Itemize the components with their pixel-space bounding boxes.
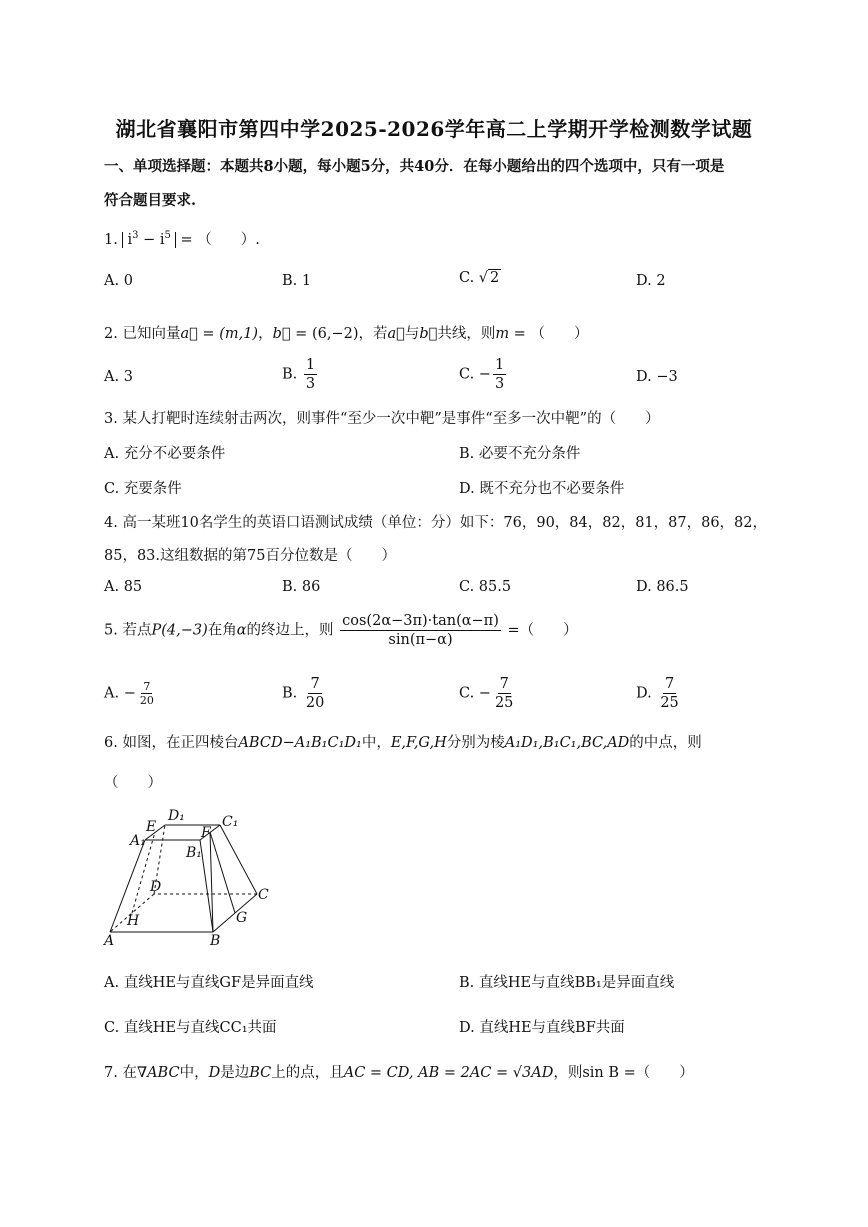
q5-option-c-label: C. [459, 685, 475, 702]
side-bc: BC [249, 1065, 272, 1081]
q6-option-a[interactable]: A. 直线HE与直线GF是异面直线 [104, 975, 314, 991]
question-7-text-b: 中， [179, 1065, 209, 1081]
vector-a-ref: a⃗ [387, 326, 405, 342]
q1-option-c-sqrt: √ 2 [478, 270, 500, 286]
vector-b-value: (6,−2) [311, 326, 359, 342]
numerator: 1 [494, 357, 505, 373]
question-1-expression: $i^3 - i^5$ [122, 232, 175, 248]
q2-option-c-fraction [493, 356, 506, 393]
question-2-text-c: ，若 [358, 326, 388, 342]
label-d1: D₁ [168, 808, 185, 824]
q5-option-a-label: A. [104, 685, 120, 702]
q5-option-d-label: D. [636, 685, 652, 702]
q5-option-b-label: B. [282, 685, 298, 702]
question-4-line2: 85，83.这组数据的第75百分位数是（ ） [104, 548, 396, 564]
vector-b: b⃗ [272, 326, 291, 342]
denominator: sin(π−α) [388, 632, 453, 648]
point-p: P(4,−3) [151, 622, 208, 639]
vector-a: a⃗ [180, 326, 198, 342]
q2-option-c-label: C. [459, 366, 475, 383]
question-7-text-a: 7. 在∇ [104, 1065, 148, 1081]
label-f: F [201, 825, 211, 841]
question-4-line1: 4. 高一某班10名学生的英语口语测试成绩（单位：分）如下：76，90，84，82，81，87，86，82， [104, 515, 767, 531]
q1-option-a[interactable]: A. 0 [104, 273, 133, 289]
numerator: cos(2α−3π)·tan(α−π) [342, 613, 499, 629]
question-7-text-d: 上的点，且 [271, 1065, 344, 1081]
question-6-text-a: 6. 如图，在正四棱台 [104, 735, 239, 751]
q2-option-a[interactable]: A. 3 [104, 369, 133, 385]
denominator: 3 [494, 376, 505, 392]
denominator: 20 [305, 695, 325, 711]
question-1: 1. $i^3 - i^5$ = （ ）. [104, 230, 260, 248]
label-h: H [127, 913, 140, 929]
q1-option-b[interactable]: B. 1 [282, 273, 312, 289]
denominator: 20 [139, 694, 154, 707]
q3-option-c[interactable]: C. 充要条件 [104, 481, 182, 497]
question-2-text-d: 与 [404, 326, 420, 342]
vector-b-ref: b⃗ [419, 326, 438, 342]
question-5-blank: =（ ） [507, 622, 578, 639]
question-5-text-a: 若点 [122, 622, 152, 639]
question-6-line2: （ ） [104, 775, 162, 791]
q1-option-c-label: C. [459, 270, 475, 286]
q6-option-d[interactable]: D. 直线HE与直线BF共面 [459, 1020, 625, 1036]
question-5-number: 5. [104, 622, 118, 639]
q4-option-d[interactable]: D. 86.5 [636, 579, 689, 595]
label-e: E [146, 819, 157, 835]
q2-option-c[interactable]: C. − $\frac{1}{3}$ [459, 357, 505, 392]
q5-option-a[interactable]: A. − $\frac{7}{20}$ [104, 680, 154, 707]
frustum-name: ABCD−A₁B₁C₁D₁ [238, 735, 362, 751]
section-heading-line2: 符合题目要求. [104, 192, 197, 209]
question-6-text-d: 的中点，则 [629, 735, 702, 751]
question-2-text-a: 已知向量 [122, 326, 181, 342]
label-g: G [236, 910, 248, 926]
q2-option-d[interactable]: D. −3 [636, 369, 678, 385]
denominator: 3 [305, 376, 316, 392]
variable-m: m [495, 326, 510, 342]
question-7 [104, 1061, 694, 1082]
label-a: A [104, 933, 115, 949]
question-5-text-c: 的终边上，则 [246, 622, 334, 639]
label-c: C [258, 887, 269, 903]
label-a1: A₁ [130, 833, 146, 849]
label-c1: C₁ [222, 814, 239, 830]
label-b1: B₁ [186, 845, 202, 861]
question-7-blank: ，则sin B =（ ） [553, 1065, 694, 1081]
q1-option-c[interactable] [459, 270, 501, 286]
question-5 [104, 612, 578, 649]
q5-option-d[interactable] [636, 675, 683, 712]
q5-option-d-fraction [658, 675, 680, 712]
numerator: 7 [310, 676, 320, 692]
question-1-number: 1. [104, 232, 118, 248]
question-6-text-b: 中， [361, 735, 391, 751]
label-d: D [150, 879, 162, 895]
q1-option-c-radicand: 2 [490, 270, 500, 286]
numerator: 7 [664, 676, 675, 692]
triangle-name: ABC [147, 1065, 180, 1081]
label-b: B [210, 933, 221, 949]
numerator: 7 [499, 676, 509, 692]
denominator: 25 [494, 695, 514, 711]
edges: A₁D₁,B₁C₁,BC,AD [504, 735, 630, 751]
q2-option-b[interactable] [282, 356, 319, 393]
q4-option-b[interactable]: B. 86 [282, 579, 321, 595]
question-6-text-c: 分别为棱 [446, 735, 505, 751]
vector-a-value: (m,1) [219, 326, 259, 342]
q5-option-b-fraction [304, 675, 326, 712]
question-3: 3. 某人打靶时连续射击两次，则事件“至少一次中靶”是事件“至多一次中靶”的（ ） [104, 411, 660, 427]
question-2-blank: （ ） [530, 326, 589, 342]
q2-option-b-label: B. [282, 366, 298, 383]
numerator: 1 [305, 357, 316, 373]
q1-option-d[interactable]: D. 2 [636, 273, 666, 289]
q5-option-c[interactable]: C. − $\frac{7}{25}$ [459, 676, 514, 711]
page-title: 湖北省襄阳市第四中学2025-2026学年高二上学期开学检测数学试题 [115, 117, 753, 141]
q5-option-b[interactable] [282, 675, 328, 712]
question-7-condition: AC = CD, AB = 2AC = √3AD [343, 1065, 554, 1081]
q3-option-a[interactable]: A. 充分不必要条件 [104, 446, 226, 462]
numerator: 7 [143, 680, 151, 693]
question-7-text-c: 是边 [220, 1065, 250, 1081]
q3-option-b[interactable]: B. 必要不充分条件 [459, 446, 581, 462]
q6-option-b[interactable]: B. 直线HE与直线BB₁是异面直线 [459, 975, 675, 991]
question-5-fraction [340, 612, 501, 649]
q4-option-c[interactable]: C. 85.5 [459, 579, 512, 595]
question-2-text-e: 共线，则 [437, 326, 496, 342]
point-d: D [208, 1065, 221, 1081]
question-1-blank: （ ）. [197, 232, 260, 248]
section-heading-line1: 一、单项选择题：本题共8小题，每小题5分，共40分．在每小题给出的四个选项中，只有一项是 [104, 158, 725, 175]
q5-option-c-fraction [493, 675, 515, 712]
midpoints: E,F,G,H [390, 735, 447, 751]
question-6-line1 [104, 731, 702, 752]
q4-option-a[interactable]: A. 85 [104, 579, 143, 595]
denominator: 25 [660, 695, 679, 711]
section-heading [104, 150, 772, 218]
question-5-text-b: 在角 [207, 622, 237, 639]
segment-gf [210, 832, 235, 913]
question-2-number: 2. [104, 326, 118, 342]
q3-option-d[interactable]: D. 既不充分也不必要条件 [459, 481, 625, 497]
q2-option-b-fraction [304, 356, 317, 393]
q6-option-c[interactable]: C. 直线HE与直线CC₁共面 [104, 1020, 277, 1036]
q5-option-a-fraction [138, 680, 156, 707]
angle-alpha: α [236, 622, 247, 639]
frustum-figure [100, 800, 290, 950]
question-2: 2. 已知向量a⃗ = (m,1)，b⃗ = (6,−2)，若a⃗与b⃗共线，则m = （ ） [104, 326, 589, 342]
question-2-text-b: ， [258, 326, 273, 342]
